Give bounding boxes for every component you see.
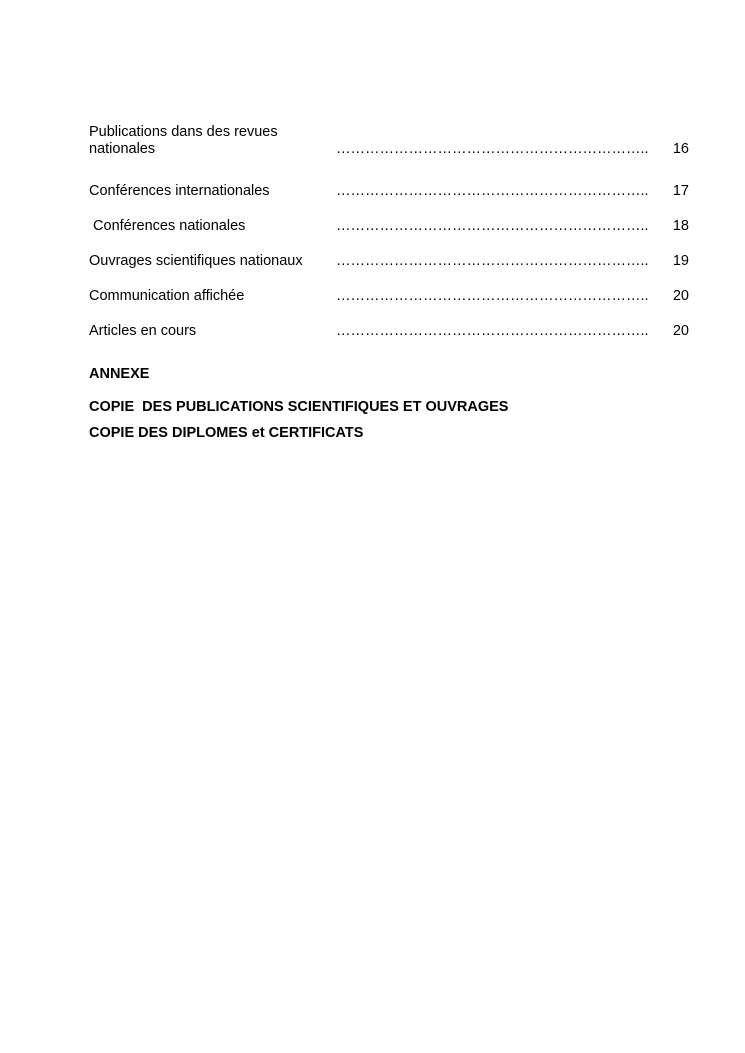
- annexe-copies-diplomes: COPIE DES DIPLOMES et CERTIFICATS: [89, 425, 364, 441]
- toc-entry-label: Articles en cours: [89, 323, 197, 339]
- toc-entry-page: 20: [672, 323, 689, 339]
- toc-entry-label: Conférences nationales: [89, 218, 246, 234]
- toc-entry-leader: ………………………………………………………..: [336, 253, 649, 269]
- table-of-contents: [89, 124, 699, 442]
- toc-entry-page: 19: [672, 253, 689, 269]
- toc-entry-conferences-internationales[interactable]: [89, 183, 699, 200]
- annexe-heading: ANNEXE: [89, 366, 150, 382]
- toc-entry-leader: ………………………………………………………..: [336, 141, 649, 157]
- toc-entry-communication-affichee[interactable]: [89, 288, 699, 305]
- toc-entry-label: Publications dans des revues nationales: [89, 124, 278, 157]
- toc-entry-page: 18: [672, 218, 689, 234]
- toc-entry-page: 16: [672, 141, 689, 157]
- toc-entry-leader: ………………………………………………………..: [336, 218, 649, 234]
- toc-entry-conferences-nationales[interactable]: [89, 218, 699, 235]
- toc-entry-publications-nationales[interactable]: [89, 124, 699, 158]
- toc-entry-leader: ………………………………………………………..: [336, 288, 649, 304]
- toc-entry-label: Communication affichée: [89, 288, 245, 304]
- toc-entry-page: 17: [672, 183, 689, 199]
- toc-entry-leader: ………………………………………………………..: [336, 183, 649, 199]
- annexe-copies-publications: COPIE DES PUBLICATIONS SCIENTIFIQUES ET OUVRAGES: [89, 399, 509, 415]
- toc-entry-label: Conférences internationales: [89, 183, 270, 199]
- toc-entry-label: Ouvrages scientifiques nationaux: [89, 253, 303, 269]
- toc-entry-page: 20: [672, 288, 689, 304]
- toc-entry-articles-en-cours[interactable]: [89, 323, 699, 340]
- toc-entry-ouvrages-scientifiques[interactable]: [89, 253, 699, 270]
- toc-entry-leader: ………………………………………………………..: [336, 323, 649, 339]
